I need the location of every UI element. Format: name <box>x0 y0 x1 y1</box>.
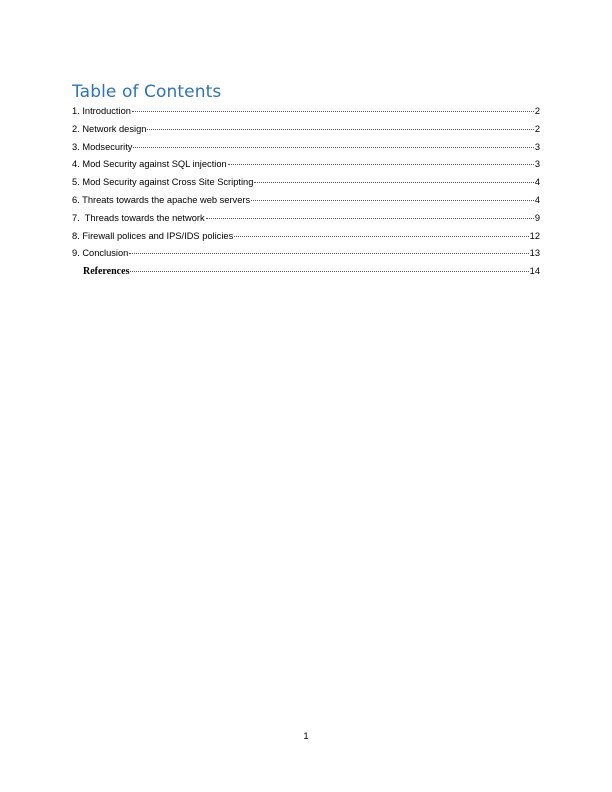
toc-entry-page: 4 <box>534 194 540 205</box>
dot-leader <box>130 262 528 272</box>
toc-entry-page: 13 <box>529 248 540 259</box>
toc-entry-label: 2. Network design <box>72 123 147 134</box>
dot-leader <box>133 138 533 148</box>
toc-entry-label: 6. Threats towards the apache web servers <box>72 194 251 205</box>
dot-leader <box>254 173 533 183</box>
table-of-contents <box>72 104 540 282</box>
dot-leader <box>206 209 534 219</box>
toc-entry-label: 5. Mod Security against Cross Site Scripting <box>72 177 254 188</box>
toc-entry-page: 4 <box>534 177 540 188</box>
toc-title: Table of Contents <box>72 82 222 102</box>
page-number: 1 <box>303 731 309 742</box>
dot-leader <box>147 120 533 130</box>
toc-entry-page: 12 <box>529 230 540 241</box>
toc-entry-label: 8. Firewall polices and IPS/IDS policies <box>72 230 234 241</box>
toc-entry-references[interactable] <box>72 264 540 282</box>
toc-entry-page: 2 <box>534 106 540 116</box>
toc-entry-label: 7. Threads towards the network <box>72 212 205 223</box>
dot-leader <box>228 155 534 165</box>
toc-entry-label: 4. Mod Security against SQL injection <box>72 159 227 170</box>
toc-entry-page: 14 <box>529 266 540 277</box>
dot-leader <box>234 227 528 237</box>
toc-entry-page: 3 <box>534 159 540 170</box>
toc-entry-page: 2 <box>534 123 540 134</box>
toc-entry-label: 3. Modsecurity <box>72 141 133 152</box>
toc-entry-label: 1. Introduction <box>72 106 131 116</box>
dot-leader <box>132 102 534 112</box>
dot-leader <box>251 191 534 201</box>
toc-entry-label: 9. Conclusion <box>72 248 129 259</box>
dot-leader <box>129 244 528 254</box>
toc-entry-page: 3 <box>534 141 540 152</box>
toc-entry-label: References <box>83 266 130 278</box>
toc-entry-page: 9 <box>534 212 540 223</box>
